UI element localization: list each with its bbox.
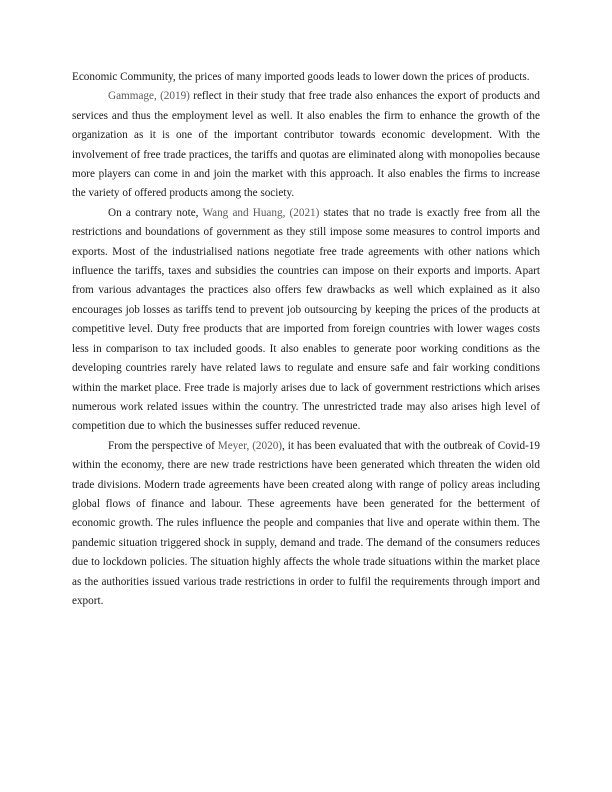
paragraph-meyer	[72, 437, 540, 612]
paragraph-text: On a contrary note,	[108, 206, 203, 219]
paragraph-wang-huang	[72, 204, 540, 437]
paragraph-text: From the perspective of	[108, 439, 218, 452]
paragraph-text: reflect in their study that free trade also enhances the export of products and services and thus the employment level as well. It also enables the firm to enhance the growth of the organization as it is one of the important contributor towards economic development. With the involvement of free trade practices, the tariffs and quotas are eliminated along with monopolies because more players can come in and join the market with this approach. It also enables the firms to increase the variety of offered products among the society.	[72, 90, 540, 200]
document-page	[72, 68, 540, 611]
citation-gammage: Gammage, (2019)	[108, 90, 190, 103]
citation-wang-huang: Wang and Huang, (2021)	[202, 206, 320, 219]
paragraph-text: Economic Community, the prices of many imported goods leads to lower down the prices of products.	[72, 71, 530, 83]
paragraph-continuation	[72, 68, 540, 87]
citation-meyer: Meyer, (2020)	[217, 439, 283, 452]
paragraph-text: states that no trade is exactly free from all the restrictions and boundations of government as they still impose some measures to control imports and exports. Most of the industrialised nations negotiate free trade agreements with other nations which influence the tariffs, taxes and subsidies the countries can impose on their exports and imports. Apart from various advantages the practices also offers few drawbacks as well which explained as it also encourages job losses as tariffs tend to prevent job outsourcing by keeping the prices of the products at competitive level. Duty free products that are imported from foreign countries with lower wages costs less in comparison to tax included goods. It also enables to generate poor working conditions as the developing countries rarely have related laws to regulate and ensure safe and fair working conditions within the market place. Free trade is majorly arises due to lack of government restrictions which arises numerous work related issues within the country. The unrestricted trade may also arises high level of competition due to which the businesses suffer reduced revenue.	[72, 206, 540, 433]
paragraph-text: , it has been evaluated that with the outbreak of Covid-19 within the economy, there are new trade restrictions have been generated which threaten the widen old trade divisions. Modern trade agreements have been created along with range of policy areas including global flows of finance and labour. These agreements have been generated for the betterment of economic growth. The rules influence the people and companies that live and operate within them. The pandemic situation triggered shock in supply, demand and trade. The demand of the consumers reduces due to lockdown policies. The situation highly affects the whole trade situations within the market place as the authorities issued various trade restrictions in order to fulfil the requirements through import and export.	[72, 439, 540, 607]
paragraph-gammage	[72, 87, 540, 203]
